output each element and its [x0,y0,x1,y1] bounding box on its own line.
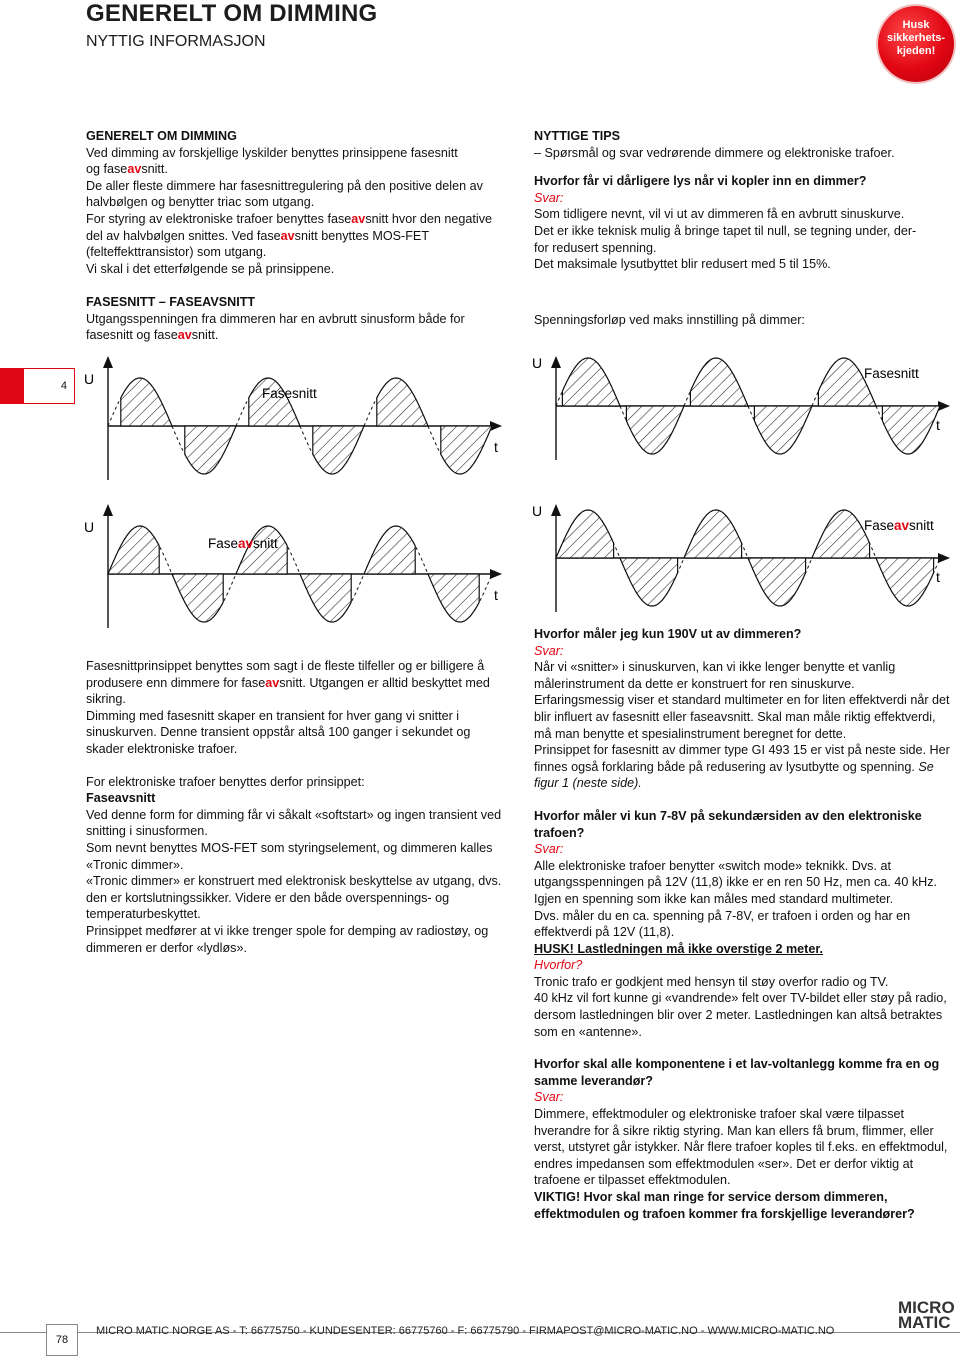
sine-segment [562,358,620,406]
para-tronic: «Tronic dimmer» er konstruert med elektronisk beskyttelse av utgang, dvs. den er kortslutningssikker. Videre er den både overspennings- og temperaturbeskyttet. [86,874,502,922]
sine-segment [121,378,172,426]
para-elektroniske: For elektroniske trafoer benyttes derfor prinsippet: [86,774,365,789]
sine-segment [684,510,742,558]
t-axis-label: t [494,587,498,603]
left-intro [86,128,512,277]
page-tab-marker [0,369,24,403]
diagram-label-faseavsnitt: Faseavsnitt [208,536,278,551]
section-heading-fasesnitt: FASESNITT – FASEAVSNITT [86,295,256,309]
t-axis-label: t [936,417,940,433]
sine-segment [428,574,479,622]
tips-intro: – Spørsmål og svar vedrørende dimmere og elektroniske trafoer. [534,145,895,160]
question-2: Hvorfor måler jeg kun 190V ut av dimmeren? [534,627,802,641]
section-heading-faseavsnitt: Faseavsnitt [86,791,156,806]
badge-text: Husk sikkerhets-kjeden! [886,19,946,57]
t-axis-label: t [936,569,940,585]
husk-warning: HUSK! Lastledningen må ikke overstige 2 meter. [534,941,824,956]
sine-segment [377,378,428,426]
footer-page-number: 78 [46,1324,78,1356]
footer [0,1298,960,1348]
sine-segment [754,406,812,454]
answer-1: Som tidligere nevnt, vil vi ut av dimmeren få en avbrutt sinuskurve. Det er ikke teknisk mulig å bringe tapet til null, se tegning under, der- for redusert spenning. Det maksimale lysutbyttet blir redusert med 5 til 15%. [534,207,917,272]
sine-segment [882,406,940,454]
u-axis-arrow [551,356,561,368]
diagram-faseavsnitt-right [526,500,956,630]
page-subtitle: NYTTIG INFORMASJON [86,33,266,50]
sine-segment [626,406,684,454]
right-bottom [534,626,954,1222]
sine-segment [748,558,806,606]
para-intro: Ved dimming av forskjellige lyskilder benyttes prinsippene fasesnitt og faseavsnitt. [86,145,458,177]
para-fleste: De aller fleste dimmere har fasesnittregulering på den positive delen av halvbølgen og benytter triac som utgang. [86,178,483,210]
right-tips [534,128,954,273]
para-styring: For styring av elektroniske trafoer benyttes faseavsnitt hvor den negative del av halvbølgen snittes. Ved faseavsnitt benyttes MOS-FET (felteffekttransistor) som utgang. [86,211,493,260]
u-axis-label: U [532,503,543,519]
answer-3-p1: Alle elektroniske trafoer benytter «switch mode» teknikk. Dvs. at utgangsspenningen på 12V (11,8) ikke er en ren 50 Hz, men ca. 40 kHz. Igjen en spenning som ikke kan måles med standard multimeter. [534,858,938,906]
answer-2-p1: Når vi «snitter» i sinuskurven, kan vi ikke lenger benytte et vanlig målerinstrument da dette er konstruert for ren sinuskurve. [534,660,896,691]
safety-badge [878,6,954,82]
sine-segment [556,510,614,558]
sine-segment [172,574,223,622]
answer-3-p4: 40 kHz vil fort kunne gi «vandrende» felt over TV-bildet eller støy på radio, dersom lastledningen blir over 2 meter. Lastledningen kan altså betraktes som en «antenne». [534,991,947,1039]
diagram-label-fasesnitt: Fasesnitt [262,386,317,401]
sine-segment [300,574,351,622]
para-utgang: Utgangsspenningen fra dimmeren har en avbrutt sinusform både for fasesnitt og faseavsnitt. [86,311,465,343]
micro-matic-logo: MICRO MATIC [898,1298,955,1332]
sine-segment [313,426,364,474]
sine-segment [185,426,236,474]
para-transient: Dimming med fasesnitt skaper en transient for hver gang vi snitter i sinuskurven. Denne transient oppstår altså 100 ganger i sekundet og skader elektroniske trafoer. [86,708,471,756]
u-axis-label: U [532,355,543,371]
answer-2-p3: Prinsippet for fasesnitt av dimmer type GI 493 15 er vist på neste side. Her finnes også forklaring både på redusering av lysutbytte og spenning. Se figur 1 (neste side). [534,743,950,791]
spenning-caption: Spenningsforløp ved maks innstilling på dimmer: [534,313,805,327]
answer-label-2: Svar: [534,643,564,658]
para-lydlos: Prinsippet medfører at vi ikke trenger spole for demping av radiostøy, og dimmeren er derfor «lydløs». [86,923,489,955]
t-axis-arrow [938,553,950,563]
answer-3-p3: Tronic trafo er godkjent med hensyn til støy overfor radio og TV. [534,974,889,989]
answer-4-p1: Dimmere, effektmoduler og elektroniske trafoer skal være tilpasset hverandre for å sikre riktig styring. Man kan ellers få brum, flimmer, eller verst, utstyret går istykker. Når flere trafoer koples til f.eks. en effektmodul, endres impedansen som effektmodulen «ser». Det er derfor viktig at trafoene er tilpasset effektmodulen. [534,1107,948,1188]
question-3: Hvorfor måler vi kun 7-8V på sekundærsiden av den elektroniske trafoen? [534,808,922,840]
diagram-wave-group [103,504,502,628]
answer-3-p2: Dvs. måler du en ca. spenning på 7-8V, er trafoen i orden og har en effektverdi på 12V (11,8). [534,908,911,940]
hvorfor-label: Hvorfor? [534,958,583,973]
diagram-label-faseavsnitt: Faseavsnitt [864,518,934,533]
para-mosfet: Som nevnt benyttes MOS-FET som styringselement, og dimmeren kalles «Tronic dimmer». [86,840,493,872]
left-fasesnitt [86,294,512,344]
sine-segment [108,526,159,574]
section-heading-tips: NYTTIGE TIPS [534,129,621,143]
u-axis-arrow [551,504,561,516]
t-axis-label: t [494,439,498,455]
sine-segment [441,426,492,474]
diagram-fasesnitt-right [526,352,956,482]
footer-contact: MICRO MATIC NORGE AS - T: 66775750 - KUNDESENTER: 66775760 - F: 66775790 - FIRMAPOST@MICRO-MATIC.NO - WWW.MICRO-MATIC.NO [96,1325,835,1337]
section-heading-generelt: GENERELT OM DIMMING [86,129,237,143]
sine-segment [364,526,415,574]
u-axis-arrow [103,504,113,516]
question-1: Hvorfor får vi dårligere lys når vi kopler inn en dimmer? [534,174,867,189]
sine-segment [812,510,870,558]
diagram-wave-group [103,356,502,480]
viktig-note: VIKTIG! Hvor skal man ringe for service dersom dimmeren, effektmodulen og trafoen kommer fra forskjellige leverandører? [534,1190,915,1221]
sine-segment [620,558,678,606]
answer-label-3: Svar: [534,842,564,857]
diagram-faseavsnitt-left [78,500,518,630]
para-prinsipper: Vi skal i det etterfølgende se på prinsippene. [86,261,335,276]
diagram-fasesnitt-left [78,352,518,482]
page-tab-number: 4 [60,380,67,392]
right-spenning [534,312,954,329]
answer-2-p2: Erfaringsmessig viser et standard multimeter en for liten effektverdi når det blir influert av fasesnitt eller faseavsnitt. Skal man måle riktig effektverdi, må man benytte et spesialinstrument beregnet for dette. [534,693,950,741]
left-bottom [86,658,508,956]
para-fasesnittprinsippet: Fasesnittprinsippet benyttes som sagt i de fleste tilfeller og er billigere å produsere enn dimmere for faseavsnitt. Utgangen er alltid beskyttet med sikring. [86,659,490,707]
answer-label-1: Svar: [534,190,564,205]
page-tab [0,368,75,404]
u-axis-label: U [84,519,95,535]
page-title: GENERELT OM DIMMING [86,0,378,27]
sine-segment [876,558,934,606]
t-axis-arrow [490,569,502,579]
u-axis-label: U [84,371,95,387]
diagram-label-fasesnitt: Fasesnitt [864,366,919,381]
answer-label-4: Svar: [534,1090,564,1105]
sine-segment [690,358,748,406]
question-4: Hvorfor skal alle komponentene i et lav-voltanlegg komme fra en og samme leverandør? [534,1057,940,1088]
para-softstart: Ved denne form for dimming får vi såkalt «softstart» og ingen transient ved snitting i sinusformen. [86,807,502,839]
u-axis-arrow [103,356,113,368]
